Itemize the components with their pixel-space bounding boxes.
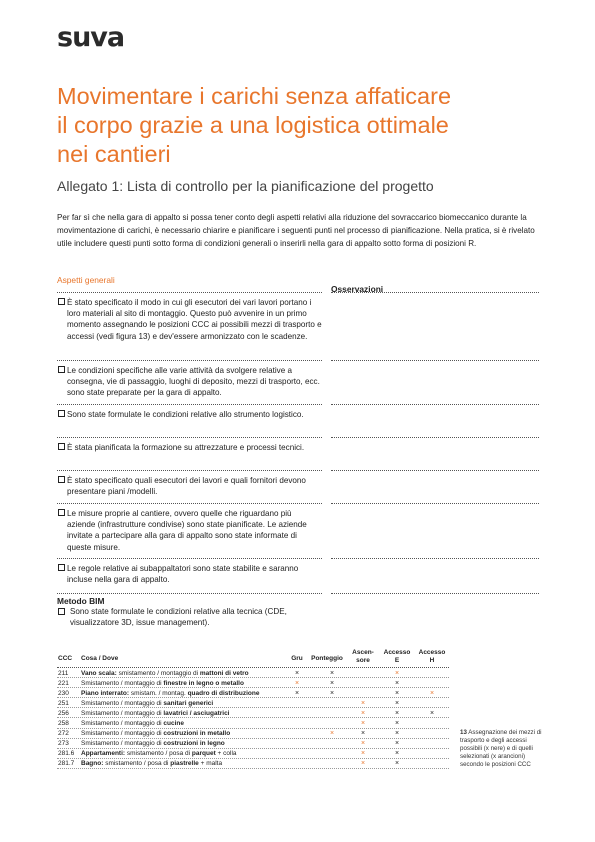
- selected-mark: ×: [429, 689, 435, 697]
- table-row: [57, 678, 449, 688]
- row-description: [81, 700, 213, 707]
- table-header: [57, 648, 449, 668]
- title-line-1: Movimentare i carichi senza affaticare: [57, 83, 452, 109]
- selected-mark: ×: [394, 669, 400, 677]
- possible-mark: ×: [394, 719, 400, 727]
- table-row: [57, 698, 449, 708]
- col-ccc: CCC: [58, 655, 73, 662]
- checklist-item[interactable]: [57, 437, 322, 470]
- possible-mark: ×: [394, 709, 400, 717]
- row-item: parquet: [191, 750, 216, 758]
- checklist-item-text: È stata pianificata la formazione su attrezzature e processi tecnici.: [67, 443, 305, 452]
- title-line-2: il corpo grazie a una logistica ottimale: [57, 112, 449, 138]
- observation-field[interactable]: [331, 503, 539, 558]
- possible-mark: ×: [394, 740, 400, 748]
- possible-mark: ×: [394, 750, 400, 758]
- row-description: [81, 690, 259, 697]
- row-action: smistamento / posa di: [103, 760, 171, 768]
- row-location: Bagno:: [81, 760, 104, 768]
- checklist-item-text: È stato specificato quali esecutori dei lavori e quali fornitori devono presentare piani /modelli.: [67, 476, 306, 497]
- table-row: [57, 708, 449, 718]
- observations-column: [331, 292, 539, 594]
- row-description: [81, 740, 225, 747]
- row-description: [81, 720, 184, 727]
- row-item: costruzioni in metallo: [163, 730, 231, 738]
- row-description: [81, 670, 249, 677]
- table-row: [57, 668, 449, 678]
- col-gru: Gru: [291, 655, 303, 662]
- row-ccc: 281.6: [58, 750, 75, 758]
- selected-mark: ×: [360, 740, 366, 748]
- col-accesso-h: Accesso H: [418, 649, 446, 664]
- checkbox[interactable]: [58, 410, 65, 417]
- caption-number: 13: [460, 729, 467, 736]
- row-ccc: 251: [58, 699, 69, 707]
- row-ccc: 230: [58, 689, 69, 697]
- row-item: mattoni di vetro: [199, 669, 249, 677]
- possible-mark: ×: [394, 730, 400, 738]
- row-ccc: 272: [58, 730, 69, 738]
- possible-mark: ×: [329, 679, 335, 687]
- selected-mark: ×: [294, 679, 300, 687]
- selected-mark: ×: [360, 750, 366, 758]
- title-line-3: nei cantieri: [57, 141, 171, 167]
- bim-checklist-item[interactable]: [57, 606, 322, 628]
- table-row: [57, 729, 449, 739]
- observations-heading: Osservazioni: [331, 284, 384, 294]
- row-item: piastrelle: [170, 760, 199, 768]
- transport-table: [57, 648, 449, 769]
- col-accesso-e: Accesso E: [383, 649, 411, 664]
- row-action: smistamento / montaggio di: [116, 669, 200, 677]
- checklist-item-text: Sono state formulate le condizioni relative allo strumento logistico.: [67, 410, 304, 419]
- row-action: smistamento / posa di: [125, 750, 192, 758]
- table-row: [57, 688, 449, 698]
- selected-mark: ×: [360, 699, 366, 707]
- checklist-item[interactable]: [57, 404, 322, 437]
- row-extra: + malta: [198, 760, 223, 768]
- row-location: Appartamenti:: [81, 750, 126, 758]
- row-ccc: 256: [58, 709, 69, 717]
- general-section-heading: Aspetti generali: [57, 275, 115, 285]
- table-row: [57, 749, 449, 759]
- general-checklist: [57, 292, 322, 594]
- checkbox[interactable]: [58, 608, 65, 615]
- checkbox[interactable]: [58, 443, 65, 450]
- observation-field[interactable]: [331, 437, 539, 470]
- row-description: [81, 710, 230, 717]
- row-description: [81, 760, 222, 767]
- checklist-item-text: Le regole relative ai subappaltatori sono state stabilite e saranno incluse nella gara di appalto.: [67, 564, 299, 585]
- row-item: cucine: [163, 719, 184, 727]
- col-desc: Cosa / Dove: [81, 655, 119, 662]
- col-ascensore: Ascen- sore: [352, 649, 374, 664]
- checklist-item-text: È stato specificato il modo in cui gli esecutori dei vari lavori portano i loro materiali al sito di montaggio. Questo può avvenire in un primo momento assegnando le posizioni CCC ai possibili mezzi di trasporto e accessi (vedi figura 13) e dev'essere armonizzato con le scadenze.: [67, 298, 322, 341]
- row-ccc: 281.7: [58, 760, 75, 768]
- table-row: [57, 739, 449, 749]
- row-ccc: 221: [58, 679, 69, 687]
- row-action: Smistamento / montaggio di: [81, 709, 164, 717]
- possible-mark: ×: [394, 679, 400, 687]
- checkbox[interactable]: [58, 298, 65, 305]
- table-body: [57, 668, 449, 769]
- intro-paragraph: Per far sì che nella gara di appalto si possa tener conto degli aspetti relativi alla riduzione del sovraccarico biomeccanico durante la movimentazione di carichi, è necessario chiarire e pianificare i seguenti punti nel processo di pianificazione. Nella pratica, si è rivelato utile includere questi punti sotto forma di condizioni generali o inserirli nella gara di appalto sotto forma di posizioni R.: [57, 213, 535, 248]
- row-ccc: 258: [58, 719, 69, 727]
- observation-field[interactable]: [331, 404, 539, 437]
- row-description: [81, 680, 244, 687]
- possible-mark: ×: [429, 709, 435, 717]
- observation-field[interactable]: [331, 292, 539, 360]
- possible-mark: ×: [329, 669, 335, 677]
- possible-mark: ×: [294, 669, 300, 677]
- checkbox[interactable]: [58, 564, 65, 571]
- col-ponteggio: Ponteggio: [311, 655, 343, 662]
- row-ccc: 211: [58, 669, 69, 677]
- row-item: costruzioni in legno: [163, 740, 225, 748]
- row-action: Smistamento / montaggio di: [81, 719, 164, 727]
- selected-mark: ×: [360, 709, 366, 717]
- page-title: [57, 82, 557, 169]
- table-row: [57, 718, 449, 728]
- checklist-item[interactable]: [57, 503, 322, 558]
- row-location: Vano scala:: [81, 669, 117, 677]
- row-action: smistam. / montag.: [129, 689, 188, 697]
- suva-logo: suva: [57, 22, 125, 53]
- selected-mark: ×: [360, 760, 366, 768]
- bim-section-heading: Metodo BIM: [57, 596, 105, 606]
- possible-mark: ×: [294, 689, 300, 697]
- row-item: finestre in legno o metallo: [163, 679, 244, 687]
- row-item: quadro di distribuzione: [187, 689, 260, 697]
- selected-mark: ×: [360, 719, 366, 727]
- checklist-item[interactable]: [57, 470, 322, 503]
- observation-field[interactable]: [331, 558, 539, 594]
- figure-caption: [460, 729, 545, 769]
- bim-item-text: Sono state formulate le condizioni relative alla tecnica (CDE, visualizzatore 3D, issue management).: [70, 607, 287, 628]
- row-item: sanitari generici: [163, 699, 214, 707]
- row-action: Smistamento / montaggio di: [81, 699, 164, 707]
- checkbox[interactable]: [58, 509, 65, 516]
- checklist-item-text: Le misure proprie al cantiere, ovvero quelle che riguardano più aziende (infrastrutture condivise) sono state pianificate. Le aziende invitate a partecipare alla gara di appalto sono state informate di queste misure.: [67, 509, 307, 552]
- table-row: [57, 759, 449, 769]
- row-item: lavatrici / asciugatrici: [163, 709, 230, 717]
- checkbox[interactable]: [58, 476, 65, 483]
- page-subtitle: Allegato 1: Lista di controllo per la pianificazione del progetto: [57, 178, 434, 194]
- possible-mark: ×: [360, 730, 366, 738]
- row-extra: + colla: [215, 750, 237, 758]
- row-action: Smistamento / montaggio di: [81, 730, 164, 738]
- row-description: [81, 730, 230, 737]
- checklist-item-text: Le condizioni specifiche alle varie attività da svolgere relative a consegna, vie di passaggio, luoghi di deposito, mezzi di trasporto, ecc. sono state preparate per la gara di appalto.: [67, 366, 320, 398]
- possible-mark: ×: [394, 699, 400, 707]
- row-action: Smistamento / montaggio di: [81, 679, 164, 687]
- possible-mark: ×: [329, 689, 335, 697]
- row-location: Piano interrato:: [81, 689, 130, 697]
- observation-field[interactable]: [331, 470, 539, 503]
- checkbox[interactable]: [58, 366, 65, 373]
- checklist-item[interactable]: [57, 558, 322, 594]
- caption-text: Assegnazione dei mezzi di trasporto e degli accessi possibili (x nere) e di quelli selezionati (x arancioni) secondo le posizioni CCC: [460, 729, 542, 768]
- possible-mark: ×: [394, 760, 400, 768]
- row-action: Smistamento / montaggio di: [81, 740, 164, 748]
- possible-mark: ×: [394, 689, 400, 697]
- checklist-item[interactable]: [57, 360, 322, 404]
- row-ccc: 273: [58, 740, 69, 748]
- observation-field[interactable]: [331, 360, 539, 404]
- row-description: [81, 750, 237, 757]
- checklist-item[interactable]: [57, 292, 322, 360]
- selected-mark: ×: [329, 730, 335, 738]
